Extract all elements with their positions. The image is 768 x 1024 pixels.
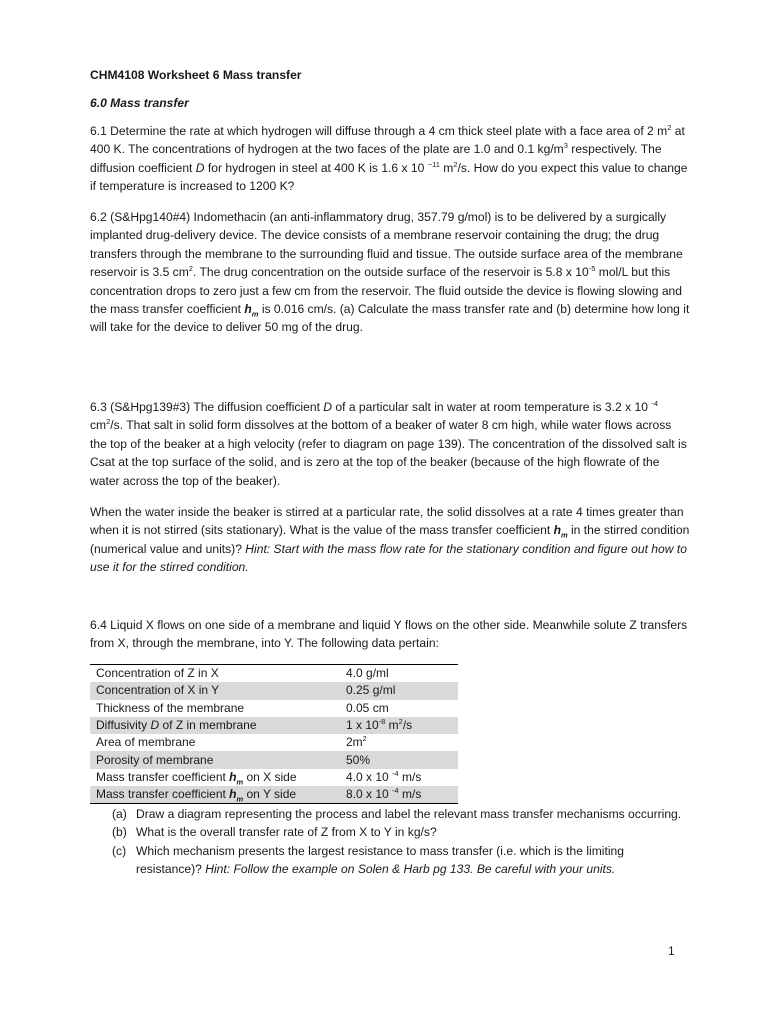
list-item: (b) What is the overall transfer rate of Z from X to Y in kg/s? <box>112 825 437 840</box>
question-6-3-stirred: When the water inside the beaker is stirred at a particular rate, the solid dissolves at a rate 4 times greater than when it is not stirred (sits stationary). What is the value of the mass transfer coefficient $h_m$ in the stirred condition (numerical value and units)? Hint: Start with the mass flow rate for the stationary condition and figure out how to use it for the stirred condition. <box>90 505 690 575</box>
section-heading: 6.0 Mass transfer <box>90 96 189 110</box>
membrane-data-table <box>90 664 458 804</box>
list-item: (c) Which mechanism presents the largest resistance to mass transfer (i.e. which is the limiting resistance)? Hint: Follow the example on Solen & Harb pg 133. Be careful with your units. <box>112 843 624 877</box>
table-row: Mass transfer coefficient $h_m$ on X side 4.0 x 10 $^{-4}$ m/s <box>96 768 422 787</box>
table-row: Thickness of the membrane 0.05 cm <box>96 700 389 715</box>
document-title: CHM4108 Worksheet 6 Mass transfer <box>90 68 302 82</box>
list-item: (a) Draw a diagram representing the process and label the relevant mass transfer mechanisms occurring. <box>112 807 682 821</box>
table-row: Mass transfer coefficient $h_m$ on Y side 8.0 x 10 $^{-4}$ m/s <box>90 786 458 804</box>
question-6-2: 6.2 (S&Hpg140#4) Indomethacin (an anti-inflammatory drug, 357.79 g/mol) is to be delivered by a surgically implanted drug-delivery device. The device consists of a membrane reservoir containing the drug; the drug transfers through the membrane to the surrounding fluid and tissue. The outside surface area of the membrane reservoir is 3.5 $cm^2$. The drug concentration on the outside surface of the reservoir is 5.8 x $10^{-5}$ mol/L but this concentration drops to zero just a few cm from the reservoir. The fluid outside the device is flowing slowing and the mass transfer coefficient $h_m$ is 0.016 cm/s. (a) Calculate the mass transfer rate and (b) determine how long it will take for the device to deliver 50 mg of the drug. <box>90 210 690 335</box>
table-row: Diffusivity D of Z in membrane 1 x $10^{-8}$ $m^2/s$ <box>90 717 458 734</box>
question-6-1: 6.1 Determine the rate at which hydrogen will diffuse through a 4 cm thick steel plate with a face area of 2 $m^2$ at 400 K. The concentrations of hydrogen at the two faces of the plate are 1.0 and 0.1 $kg/m^3$ respectively. The diffusion coefficient D for hydrogen in steel at 400 K is 1.6 x 10 $^{-11}$ $m^2/s$. How do you expect this value to change if temperature is increased to 1200 K? <box>90 122 688 194</box>
question-6-4-parts <box>112 805 692 879</box>
page-number: 1 <box>668 944 675 958</box>
question-6-4-intro: 6.4 Liquid X flows on one side of a membrane and liquid Y flows on the other side. Meanwhile solute Z transfers from X, through the membrane, into Y. The following data pertain: <box>90 618 688 651</box>
question-6-3: 6.3 (S&Hpg139#3) The diffusion coefficient D of a particular salt in water at room temperature is 3.2 x 10 $^{-4}$ $cm^2/s$. That salt in solid form dissolves at the bottom of a beaker of water 8 cm high, while water flows across the top of the beaker at a high velocity (refer to diagram on page 139). The concentration of the dissolved salt is Csat at the top surface of the solid, and is zero at the top of the beaker (because of the high flowrate of the water across the top of the beaker). <box>90 398 687 488</box>
table-row: Concentration of Z in X 4.0 g/ml <box>96 666 389 681</box>
table-row: Porosity of membrane 50% <box>90 751 458 768</box>
table-row: Area of membrane $2m^2$ <box>96 734 367 750</box>
table-row: Concentration of X in Y 0.25 g/ml <box>90 682 458 699</box>
